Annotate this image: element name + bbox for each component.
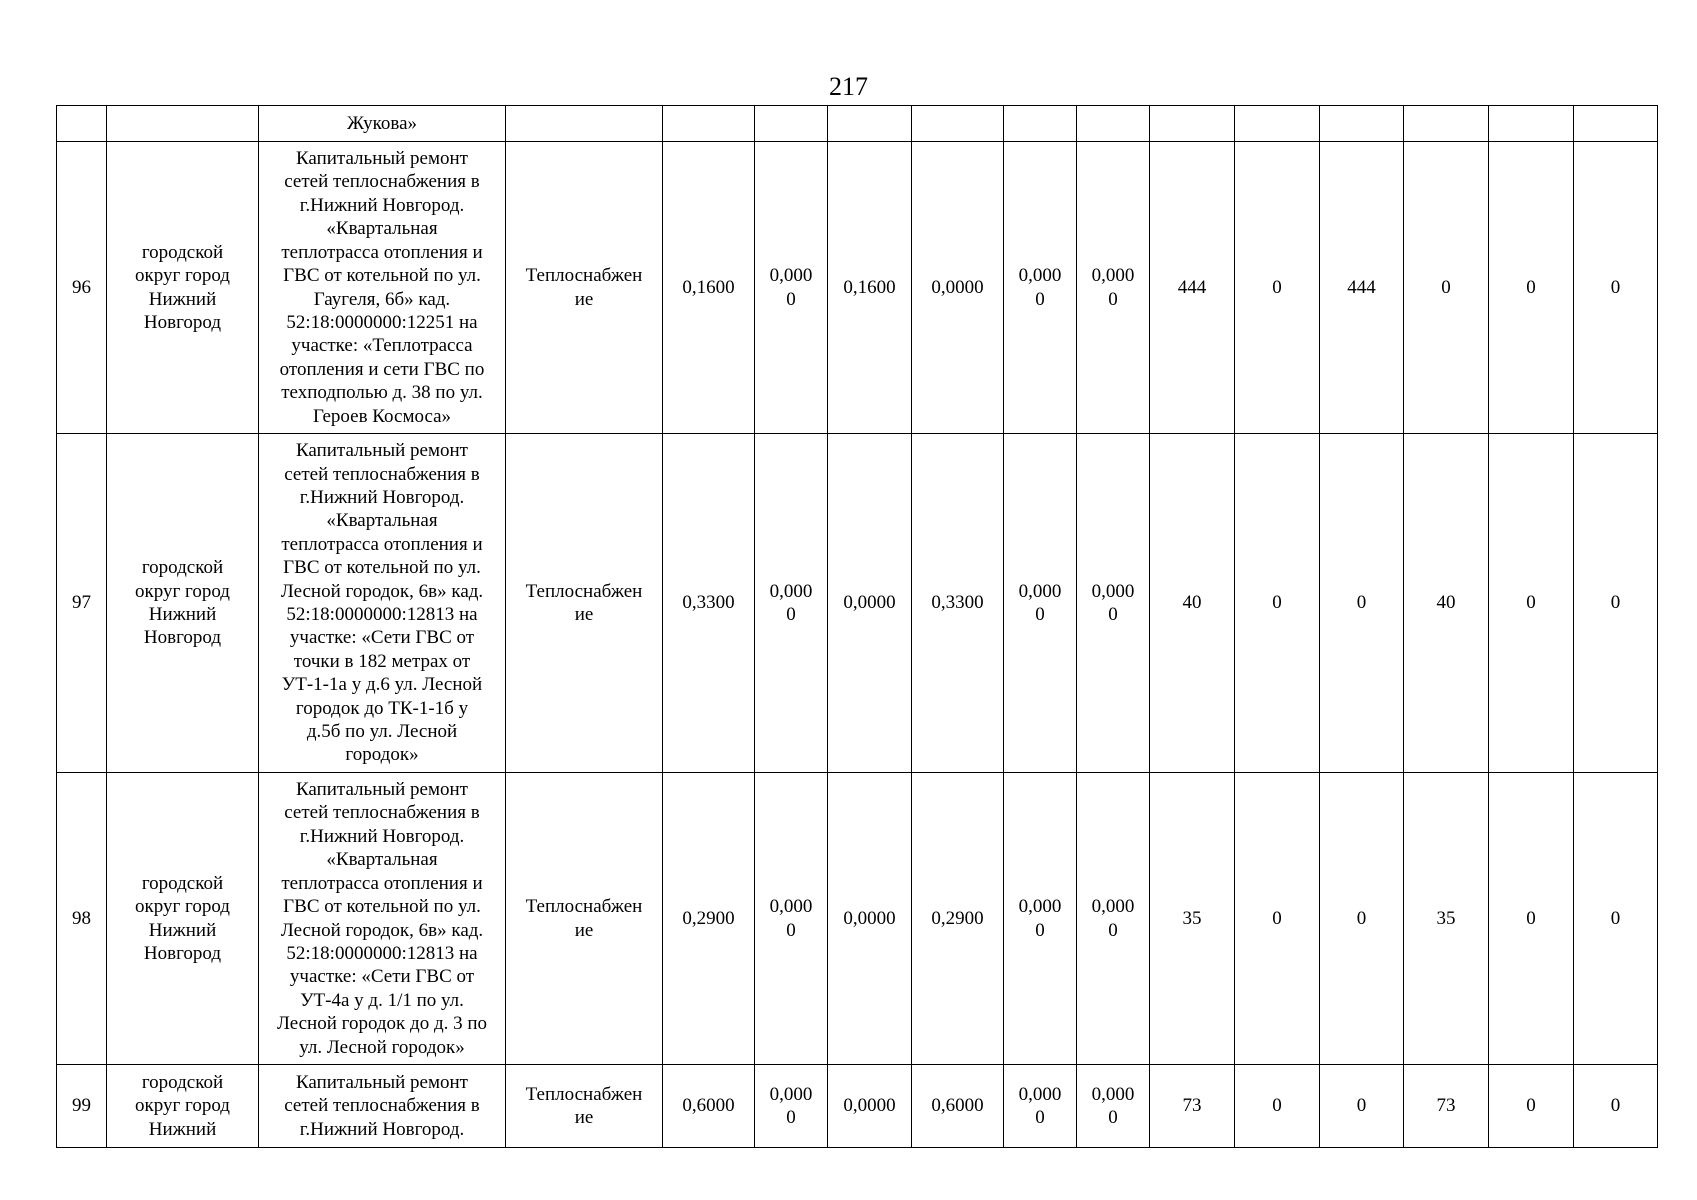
- table-row: [57, 106, 1658, 142]
- value-cell-6: [1077, 142, 1150, 434]
- value-cell-2: [755, 106, 828, 142]
- count-cell-4: [1404, 434, 1489, 773]
- c1-text: 40: [1182, 592, 1202, 614]
- value-cell-3: [828, 773, 912, 1065]
- value-cell-5: [1004, 434, 1077, 773]
- value-cell-1: [663, 142, 755, 434]
- table-row: [57, 1065, 1658, 1148]
- c5-text: 0: [1526, 276, 1536, 298]
- v1-text: 0,2900: [682, 907, 735, 929]
- project-description-cell: [259, 434, 506, 773]
- c3-text: 0: [1356, 592, 1367, 614]
- c2-text: 0: [1272, 592, 1282, 614]
- count-cell-1: [1150, 773, 1235, 1065]
- value-cell-5: [1004, 1065, 1077, 1148]
- v6-text: 0,000 0: [1091, 580, 1135, 625]
- value-cell-2: [755, 1065, 828, 1148]
- v5-text: 0,000 0: [1018, 896, 1062, 941]
- c5-text: 0: [1526, 592, 1536, 614]
- row-number-cell: [57, 773, 107, 1065]
- c2-text: 0: [1272, 276, 1282, 298]
- v3-text: 0,0000: [843, 592, 896, 614]
- description-text: Жукова»: [346, 112, 418, 134]
- value-cell-1: [663, 773, 755, 1065]
- description-text: Капитальный ремонт сетей теплоснабжения в г.Нижний Новгород.: [284, 1071, 480, 1140]
- value-cell-6: [1077, 1065, 1150, 1148]
- count-cell-5: [1489, 773, 1574, 1065]
- page-number: 217: [829, 72, 868, 101]
- municipality-cell: [107, 773, 259, 1065]
- count-cell-3: [1320, 773, 1404, 1065]
- c3-text: 444: [1347, 276, 1376, 298]
- description-text: Капитальный ремонт сетей теплоснабжения в г.Нижний Новгород. «Квартальная теплотрасса отопления и ГВС от котельной по ул. Гаугеля, 6б» кад. 52:18:0000000:12251 на участке: «Теплотрасса отопления и сети ГВС по техподполью д. 38 по ул. Героев Космоса»: [279, 148, 485, 427]
- count-cell-5: [1489, 434, 1574, 773]
- value-cell-1: [663, 106, 755, 142]
- count-cell-2: [1235, 773, 1320, 1065]
- c2-text: 0: [1272, 1095, 1282, 1117]
- count-cell-6: [1574, 1065, 1658, 1148]
- sector-text: Теплоснабжен ие: [525, 265, 643, 310]
- value-cell-2: [755, 142, 828, 434]
- c1-text: 444: [1177, 276, 1207, 298]
- c6-text: 0: [1610, 1095, 1621, 1117]
- v5-text: 0,000 0: [1018, 265, 1062, 310]
- v2-text: 0,000 0: [769, 1083, 813, 1128]
- c4-text: 35: [1436, 907, 1456, 929]
- count-cell-5: [1489, 1065, 1574, 1148]
- c2-text: 0: [1272, 907, 1282, 929]
- municipality-cell: [107, 106, 259, 142]
- value-cell-3: [828, 434, 912, 773]
- count-cell-2: [1235, 106, 1320, 142]
- c1-text: 35: [1182, 907, 1202, 929]
- c3-text: 0: [1356, 1095, 1367, 1117]
- v4-text: 0,0000: [931, 276, 984, 298]
- count-cell-5: [1489, 142, 1574, 434]
- sector-cell: [506, 773, 663, 1065]
- sector-cell: [506, 434, 663, 773]
- count-cell-3: [1320, 106, 1404, 142]
- value-cell-4: [912, 773, 1004, 1065]
- municipality-text: городской округ город Нижний Новгород: [135, 557, 230, 649]
- v5-text: 0,000 0: [1018, 1083, 1062, 1128]
- count-cell-2: [1235, 1065, 1320, 1148]
- count-cell-1: [1150, 1065, 1235, 1148]
- count-cell-1: [1150, 142, 1235, 434]
- value-cell-1: [663, 434, 755, 773]
- count-cell-1: [1150, 106, 1235, 142]
- count-cell-6: [1574, 142, 1658, 434]
- v2-text: 0,000 0: [769, 896, 813, 941]
- no-text: 99: [72, 1095, 91, 1117]
- sector-cell: [506, 106, 663, 142]
- v3-text: 0,0000: [843, 1095, 896, 1117]
- no-text: 96: [72, 276, 91, 298]
- count-cell-6: [1574, 106, 1658, 142]
- count-cell-6: [1574, 773, 1658, 1065]
- value-cell-5: [1004, 773, 1077, 1065]
- c1-text: 73: [1182, 1095, 1202, 1117]
- table-row: [57, 142, 1658, 434]
- v1-text: 0,1600: [682, 276, 735, 298]
- value-cell-2: [755, 773, 828, 1065]
- description-text: Капитальный ремонт сетей теплоснабжения в г.Нижний Новгород. «Квартальная теплотрасса отопления и ГВС от котельной по ул. Лесной городок, 6в» кад. 52:18:0000000:12813 на участке: «Сети ГВС от точки в 182 метрах от УТ-1-1а у д.6 ул. Лесной городок до ТК-1-1б у д.5б по ул. Лесной городок»: [280, 440, 484, 766]
- count-cell-4: [1404, 106, 1489, 142]
- v4-text: 0,6000: [931, 1095, 984, 1117]
- count-cell-2: [1235, 142, 1320, 434]
- value-cell-4: [912, 434, 1004, 773]
- project-description-cell: [259, 142, 506, 434]
- v1-text: 0,3300: [682, 592, 735, 614]
- no-text: 98: [72, 907, 91, 929]
- v1-text: 0,6000: [682, 1095, 735, 1117]
- c4-text: 40: [1436, 592, 1456, 614]
- v4-text: 0,3300: [931, 592, 984, 614]
- count-cell-4: [1404, 773, 1489, 1065]
- value-cell-6: [1077, 106, 1150, 142]
- row-number-cell: [57, 434, 107, 773]
- project-description-cell: [259, 1065, 506, 1148]
- value-cell-3: [828, 142, 912, 434]
- v2-text: 0,000 0: [769, 265, 813, 310]
- c3-text: 0: [1356, 907, 1367, 929]
- c4-text: 73: [1436, 1095, 1456, 1117]
- v3-text: 0,0000: [843, 907, 896, 929]
- count-cell-2: [1235, 434, 1320, 773]
- sector-text: Теплоснабжен ие: [525, 580, 643, 625]
- investment-program-table: [56, 105, 1658, 1148]
- sector-text: Теплоснабжен ие: [525, 896, 643, 941]
- v2-text: 0,000 0: [769, 580, 813, 625]
- municipality-cell: [107, 1065, 259, 1148]
- no-text: 97: [72, 592, 91, 614]
- count-cell-3: [1320, 142, 1404, 434]
- value-cell-6: [1077, 434, 1150, 773]
- count-cell-4: [1404, 1065, 1489, 1148]
- table-row: [57, 434, 1658, 773]
- value-cell-4: [912, 106, 1004, 142]
- project-description-cell: [259, 773, 506, 1065]
- count-cell-3: [1320, 434, 1404, 773]
- municipality-cell: [107, 142, 259, 434]
- value-cell-4: [912, 142, 1004, 434]
- row-number-cell: [57, 106, 107, 142]
- value-cell-2: [755, 434, 828, 773]
- municipality-text: городской округ город Нижний: [135, 1071, 230, 1140]
- v5-text: 0,000 0: [1018, 580, 1062, 625]
- sector-cell: [506, 142, 663, 434]
- count-cell-6: [1574, 434, 1658, 773]
- row-number-cell: [57, 142, 107, 434]
- row-number-cell: [57, 1065, 107, 1148]
- count-cell-3: [1320, 1065, 1404, 1148]
- description-text: Капитальный ремонт сетей теплоснабжения в г.Нижний Новгород. «Квартальная теплотрасса отопления и ГВС от котельной по ул. Лесной городок, 6в» кад. 52:18:0000000:12813 на участке: «Сети ГВС от УТ-4а у д. 1/1 по ул. Лесной городок до д. 3 по ул. Лесной городок»: [276, 779, 488, 1058]
- c5-text: 0: [1526, 1095, 1536, 1117]
- value-cell-6: [1077, 773, 1150, 1065]
- value-cell-5: [1004, 142, 1077, 434]
- municipality-text: городской округ город Нижний Новгород: [135, 872, 230, 964]
- v6-text: 0,000 0: [1091, 265, 1135, 310]
- v6-text: 0,000 0: [1091, 1083, 1135, 1128]
- v4-text: 0,2900: [931, 907, 984, 929]
- municipality-text: городской округ город Нижний Новгород: [135, 241, 230, 333]
- c6-text: 0: [1610, 907, 1621, 929]
- value-cell-5: [1004, 106, 1077, 142]
- value-cell-3: [828, 106, 912, 142]
- value-cell-3: [828, 1065, 912, 1148]
- v3-text: 0,1600: [843, 276, 896, 298]
- c5-text: 0: [1526, 907, 1536, 929]
- municipality-cell: [107, 434, 259, 773]
- project-description-cell: [259, 106, 506, 142]
- sector-text: Теплоснабжен ие: [525, 1083, 643, 1128]
- sector-cell: [506, 1065, 663, 1148]
- c6-text: 0: [1610, 276, 1621, 298]
- v6-text: 0,000 0: [1091, 896, 1135, 941]
- value-cell-1: [663, 1065, 755, 1148]
- value-cell-4: [912, 1065, 1004, 1148]
- count-cell-4: [1404, 142, 1489, 434]
- c6-text: 0: [1610, 592, 1621, 614]
- table-row: [57, 773, 1658, 1065]
- count-cell-1: [1150, 434, 1235, 773]
- c4-text: 0: [1441, 276, 1451, 298]
- count-cell-5: [1489, 106, 1574, 142]
